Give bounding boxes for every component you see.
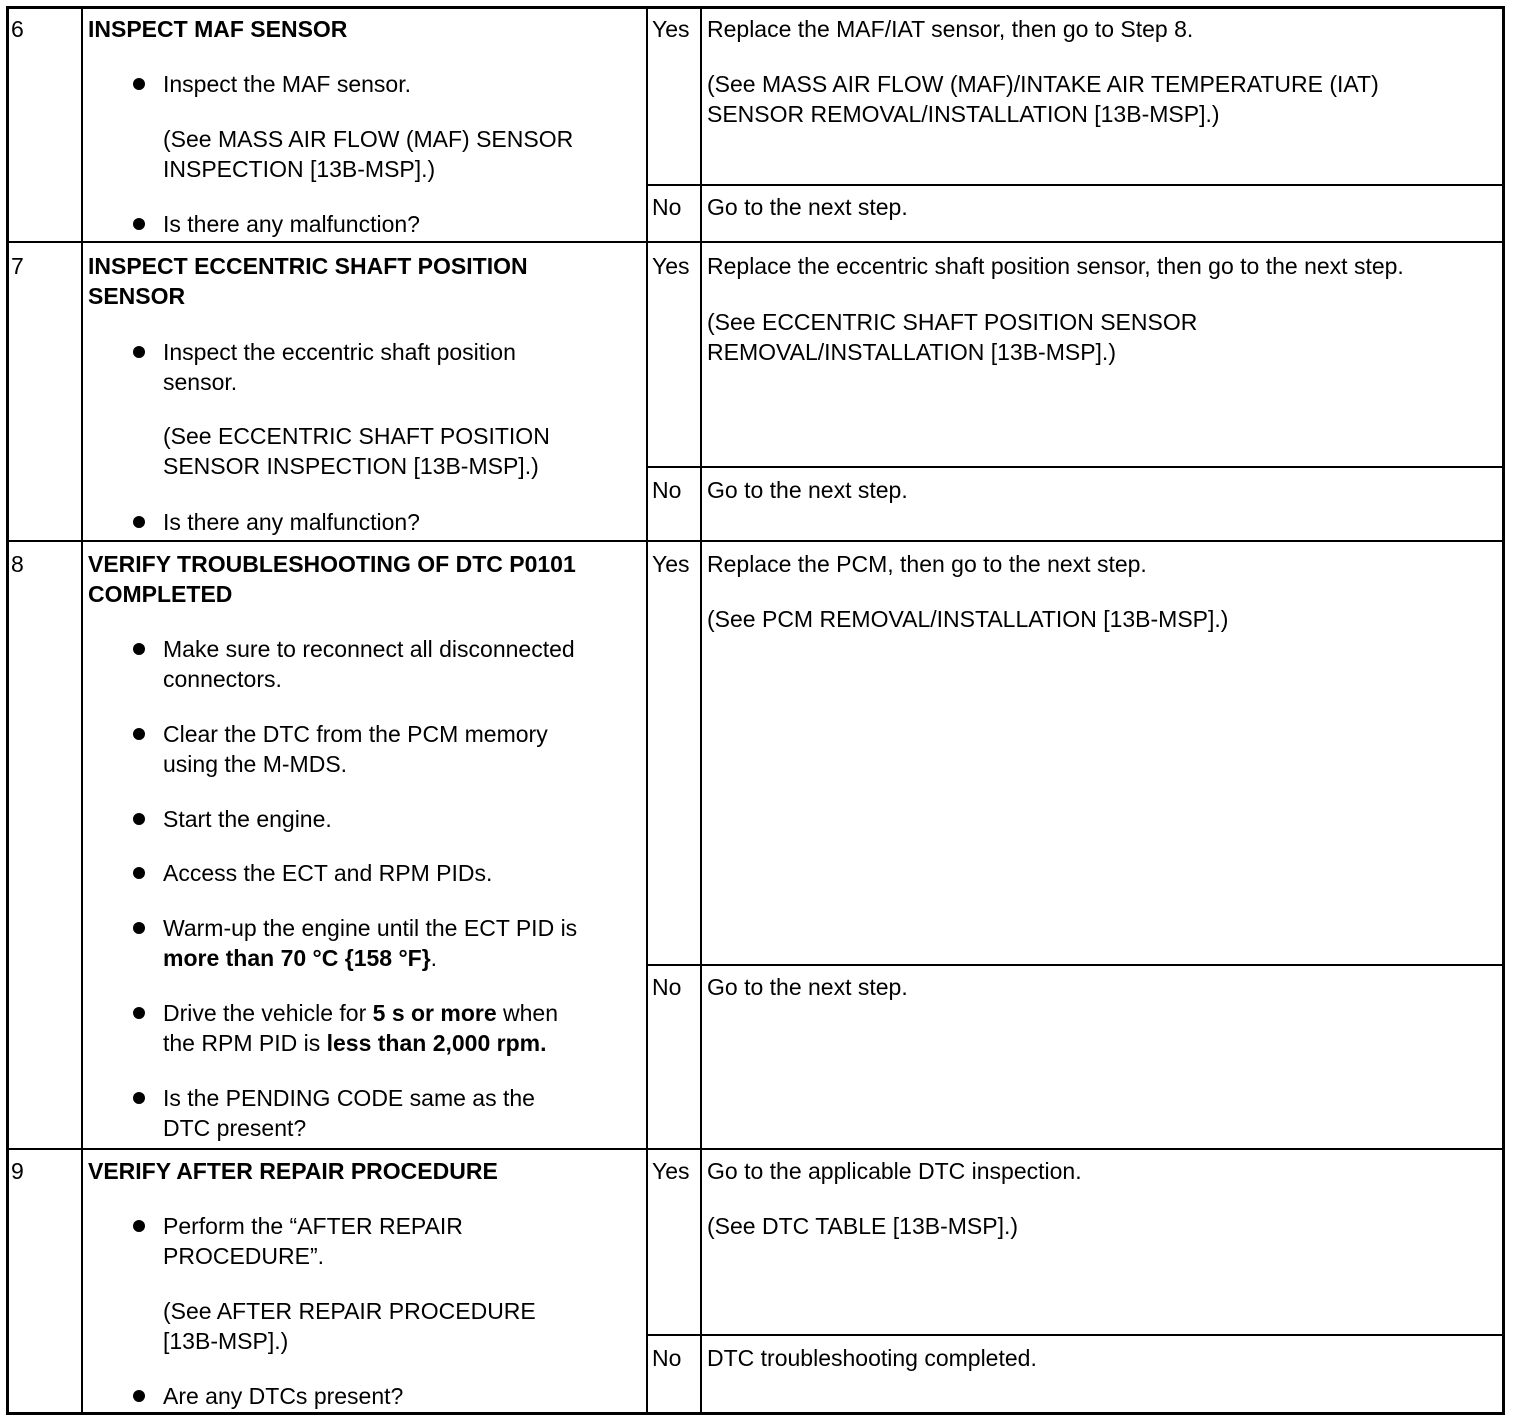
emphasis-value: 5 s or more bbox=[372, 1000, 497, 1026]
emphasis-value: more than 70 °C {158 °F} bbox=[163, 945, 431, 971]
yes-reference: SENSOR REMOVAL/INSTALLATION [13B-MSP].) bbox=[707, 101, 1220, 127]
no-result: Go to the next step. bbox=[707, 477, 908, 503]
action-item: Is there any malfunction? bbox=[163, 211, 420, 237]
action-reference: [13B-MSP].) bbox=[163, 1328, 289, 1354]
action-item: Warm-up the engine until the ECT PID is bbox=[163, 915, 578, 941]
bullet-icon bbox=[133, 218, 145, 230]
action-item: Inspect the MAF sensor. bbox=[163, 71, 412, 97]
emphasis-value: less than 2,000 rpm bbox=[326, 1030, 541, 1056]
action-item bbox=[163, 998, 558, 1028]
step-title: COMPLETED bbox=[88, 581, 233, 607]
step-title: VERIFY TROUBLESHOOTING OF DTC P0101 bbox=[88, 551, 576, 577]
yes-reference: REMOVAL/INSTALLATION [13B-MSP].) bbox=[707, 339, 1116, 365]
step-number: 8 bbox=[11, 551, 24, 577]
yes-label: Yes bbox=[652, 1158, 690, 1184]
text-run: the RPM PID is bbox=[163, 1030, 327, 1056]
action-item: DTC present? bbox=[163, 1115, 307, 1141]
no-label: No bbox=[652, 974, 682, 1000]
yes-reference: (See PCM REMOVAL/INSTALLATION [13B-MSP].) bbox=[707, 606, 1229, 632]
action-item: Start the engine. bbox=[163, 806, 332, 832]
no-result: Go to the next step. bbox=[707, 194, 908, 220]
bullet-icon bbox=[133, 1007, 145, 1019]
step-number: 6 bbox=[11, 16, 24, 42]
yes-no-divider bbox=[646, 1334, 1505, 1336]
bullet-icon bbox=[133, 1220, 145, 1232]
action-reference: (See MASS AIR FLOW (MAF) SENSOR bbox=[163, 126, 574, 152]
yes-label: Yes bbox=[652, 253, 690, 279]
action-item: Perform the “AFTER REPAIR bbox=[163, 1213, 463, 1239]
yes-no-divider bbox=[646, 184, 1505, 186]
action-reference: (See AFTER REPAIR PROCEDURE bbox=[163, 1298, 536, 1324]
step-title: SENSOR bbox=[88, 283, 186, 309]
action-item: PROCEDURE”. bbox=[163, 1243, 325, 1269]
action-item: sensor. bbox=[163, 369, 238, 395]
bullet-icon bbox=[133, 78, 145, 90]
yes-label: Yes bbox=[652, 551, 690, 577]
bullet-icon bbox=[133, 643, 145, 655]
col-divider-action bbox=[646, 6, 648, 1415]
yes-result: Replace the MAF/IAT sensor, then go to Step 8. bbox=[707, 16, 1194, 42]
no-result: Go to the next step. bbox=[707, 974, 908, 1000]
bullet-icon bbox=[133, 728, 145, 740]
bullet-icon bbox=[133, 922, 145, 934]
action-item: Is there any malfunction? bbox=[163, 509, 420, 535]
action-item: connectors. bbox=[163, 666, 282, 692]
no-result: DTC troubleshooting completed. bbox=[707, 1345, 1037, 1371]
action-reference: SENSOR INSPECTION [13B-MSP].) bbox=[163, 453, 539, 479]
action-item: Clear the DTC from the PCM memory bbox=[163, 721, 548, 747]
action-item: Make sure to reconnect all disconnected bbox=[163, 636, 575, 662]
yes-reference: (See DTC TABLE [13B-MSP].) bbox=[707, 1213, 1019, 1239]
bullet-icon bbox=[133, 1092, 145, 1104]
no-label: No bbox=[652, 194, 682, 220]
bullet-icon bbox=[133, 867, 145, 879]
no-label: No bbox=[652, 477, 682, 503]
punctuation: . bbox=[540, 1030, 547, 1056]
bullet-icon bbox=[133, 346, 145, 358]
col-divider-result bbox=[700, 6, 702, 1415]
yes-result: Replace the eccentric shaft position sensor, then go to the next step. bbox=[707, 253, 1404, 279]
row-divider bbox=[6, 241, 1505, 243]
action-item: Access the ECT and RPM PIDs. bbox=[163, 860, 493, 886]
yes-result: Go to the applicable DTC inspection. bbox=[707, 1158, 1082, 1184]
punctuation: . bbox=[430, 945, 438, 971]
row-divider bbox=[6, 1148, 1505, 1150]
action-item: Are any DTCs present? bbox=[163, 1383, 404, 1409]
yes-reference: (See MASS AIR FLOW (MAF)/INTAKE AIR TEMPERATURE (IAT) bbox=[707, 71, 1379, 97]
step-title: INSPECT MAF SENSOR bbox=[88, 16, 348, 42]
text-run: when bbox=[496, 1000, 559, 1026]
action-item bbox=[163, 943, 437, 973]
yes-no-divider bbox=[646, 466, 1505, 468]
step-title: VERIFY AFTER REPAIR PROCEDURE bbox=[88, 1158, 498, 1184]
action-item bbox=[163, 1028, 547, 1058]
yes-result: Replace the PCM, then go to the next step. bbox=[707, 551, 1147, 577]
yes-label: Yes bbox=[652, 16, 690, 42]
action-item: Is the PENDING CODE same as the bbox=[163, 1085, 535, 1111]
yes-no-divider bbox=[646, 964, 1505, 966]
step-number: 7 bbox=[11, 253, 24, 279]
bullet-icon bbox=[133, 813, 145, 825]
bullet-icon bbox=[133, 516, 145, 528]
yes-reference: (See ECCENTRIC SHAFT POSITION SENSOR bbox=[707, 309, 1198, 335]
no-label: No bbox=[652, 1345, 682, 1371]
row-divider bbox=[6, 540, 1505, 542]
action-item: using the M-MDS. bbox=[163, 751, 348, 777]
action-reference: INSPECTION [13B-MSP].) bbox=[163, 156, 436, 182]
step-number: 9 bbox=[11, 1158, 24, 1184]
col-divider-step bbox=[81, 6, 83, 1415]
step-title: INSPECT ECCENTRIC SHAFT POSITION bbox=[88, 253, 528, 279]
action-item: Inspect the eccentric shaft position bbox=[163, 339, 516, 365]
action-reference: (See ECCENTRIC SHAFT POSITION bbox=[163, 423, 550, 449]
bullet-icon bbox=[133, 1390, 145, 1402]
text-run: Drive the vehicle for bbox=[163, 1000, 373, 1026]
